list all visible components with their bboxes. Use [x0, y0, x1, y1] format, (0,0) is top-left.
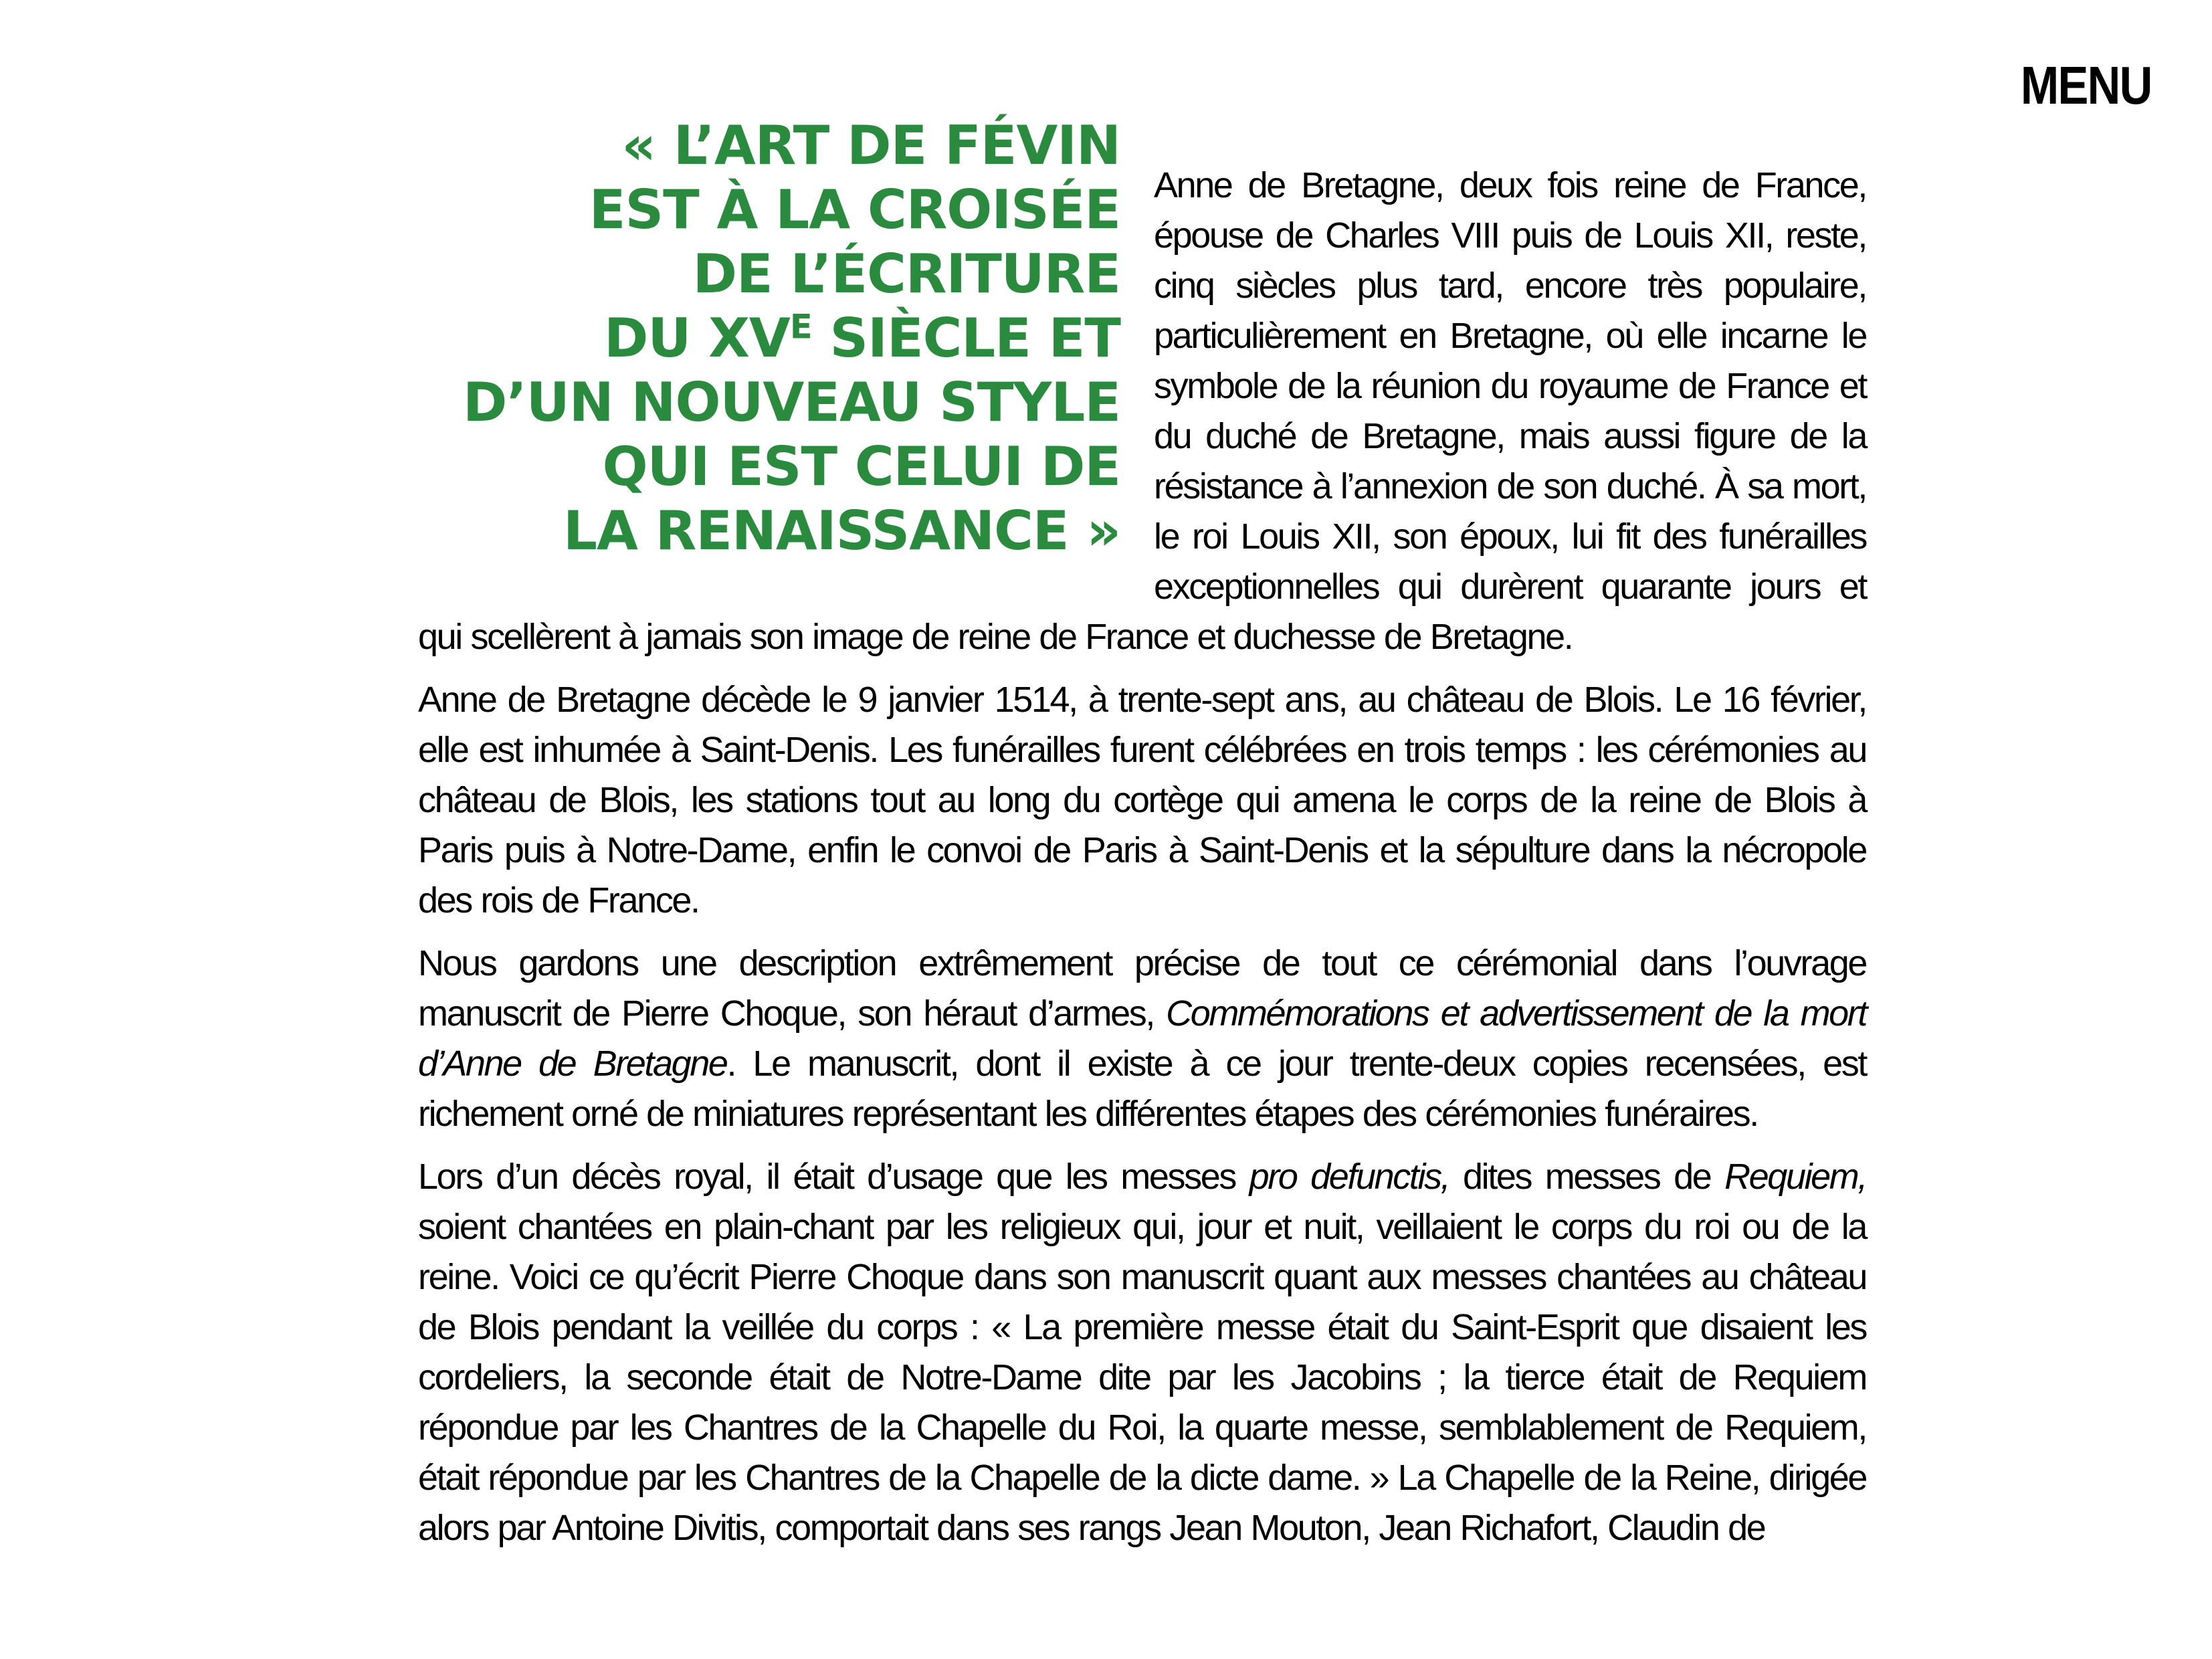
term-requiem: Requiem,	[1724, 1157, 1866, 1197]
pull-quote-superscript: E	[789, 307, 812, 347]
pull-quote-line: EST À LA CROISÉE	[589, 179, 1120, 241]
paragraph-requiem-text: Lors d’un décès royal, il était d’usage que les messes	[418, 1157, 1249, 1197]
menu-button[interactable]: MENU	[2021, 56, 2152, 115]
pull-quote-line	[418, 306, 1120, 371]
manuscript-title: Commémorations et advertissement de la mort d’Anne de Bretagne	[418, 993, 1866, 1084]
paragraph-manuscript	[418, 939, 1866, 1139]
paragraph-manuscript-text-end: . Le manuscrit, dont il existe à ce jour trente-deux copies recensées, est richement orné de miniatures représentant les différentes étapes des cérémonies funéraires.	[418, 1044, 1866, 1134]
pull-quote	[418, 114, 1120, 563]
paragraph-death: Anne de Bretagne décède le 9 janvier 1514, à trente-sept ans, au château de Blois. Le 16 février, elle est inhumée à Saint-Denis. Les funérailles furent célébrées en trois temps : les cérémonies au château de Blois, les stations tout au long du cortège qui amena le corps de la reine de Blois à Paris puis à Notre-Dame, enfin le convoi de Paris à Saint-Denis et la sépulture dans la nécropole des rois de France.	[418, 680, 1866, 920]
pull-quote-line: LA RENAISSANCE »	[563, 500, 1120, 562]
pull-quote-century-suffix: SIÈCLE ET	[811, 307, 1120, 369]
pull-quote-line: D’UN NOUVEAU STYLE	[462, 371, 1120, 433]
paragraph-requiem-text-middle: dites messes de	[1449, 1157, 1725, 1197]
paragraph-intro: Anne de Bretagne, deux fois reine de France, épouse de Charles VIII puis de Louis XII, reste, cinq siècles plus tard, encore très populaire, particulièrement en Bretagne, où elle incarne le symbole de la réunion du royaume de France et du duché de Bretagne, mais aussi figure de la résistance à l’annexion de son duché. À sa mort, le roi Louis XII, son époux, lui fit des funérailles exceptionnelles qui durèrent quarante jours et qui scellèrent à jamais son image de reine de France et duchesse de Bretagne.	[418, 165, 1866, 657]
pull-quote-line: QUI EST CELUI DE	[602, 435, 1120, 498]
paragraph-requiem-text-end: soient chantées en plain-chant par les religieux qui, jour et nuit, veillaient le corps du roi ou de la reine. Voici ce qu’écrit Pierre Choque dans son manuscrit quant aux messes chantées au château de Blois pendant la veillée du corps : « La première messe était du Saint-Esprit que disaient les cordeliers, la seconde était de Notre-Dame dite par les Jacobins ; la tierce était de Requiem répondue par les Chantres de la Chapelle du Roi, la quarte messe, semblablement de Requiem, était répondue par les Chantres de la Chapelle de la dicte dame. » La Chapelle de la Reine, dirigée alors par Antoine Divitis, comportait dans ses rangs Jean Mouton, Jean Richafort, Claudin de	[418, 1207, 1866, 1548]
term-pro-defunctis: pro defunctis,	[1249, 1157, 1449, 1197]
pull-quote-century: DU XV	[604, 307, 790, 369]
paragraph-requiem	[418, 1152, 1866, 1553]
article-content	[418, 114, 1866, 1566]
pull-quote-line: « L’ART DE FÉVIN	[621, 114, 1120, 177]
pull-quote-line: DE L’ÉCRITURE	[692, 243, 1120, 305]
paragraph-manuscript-text: Nous gardons une description extrêmement précise de tout ce cérémonial dans l’ouvrage manuscrit de Pierre Choque, son héraut d’armes,	[418, 943, 1866, 1034]
